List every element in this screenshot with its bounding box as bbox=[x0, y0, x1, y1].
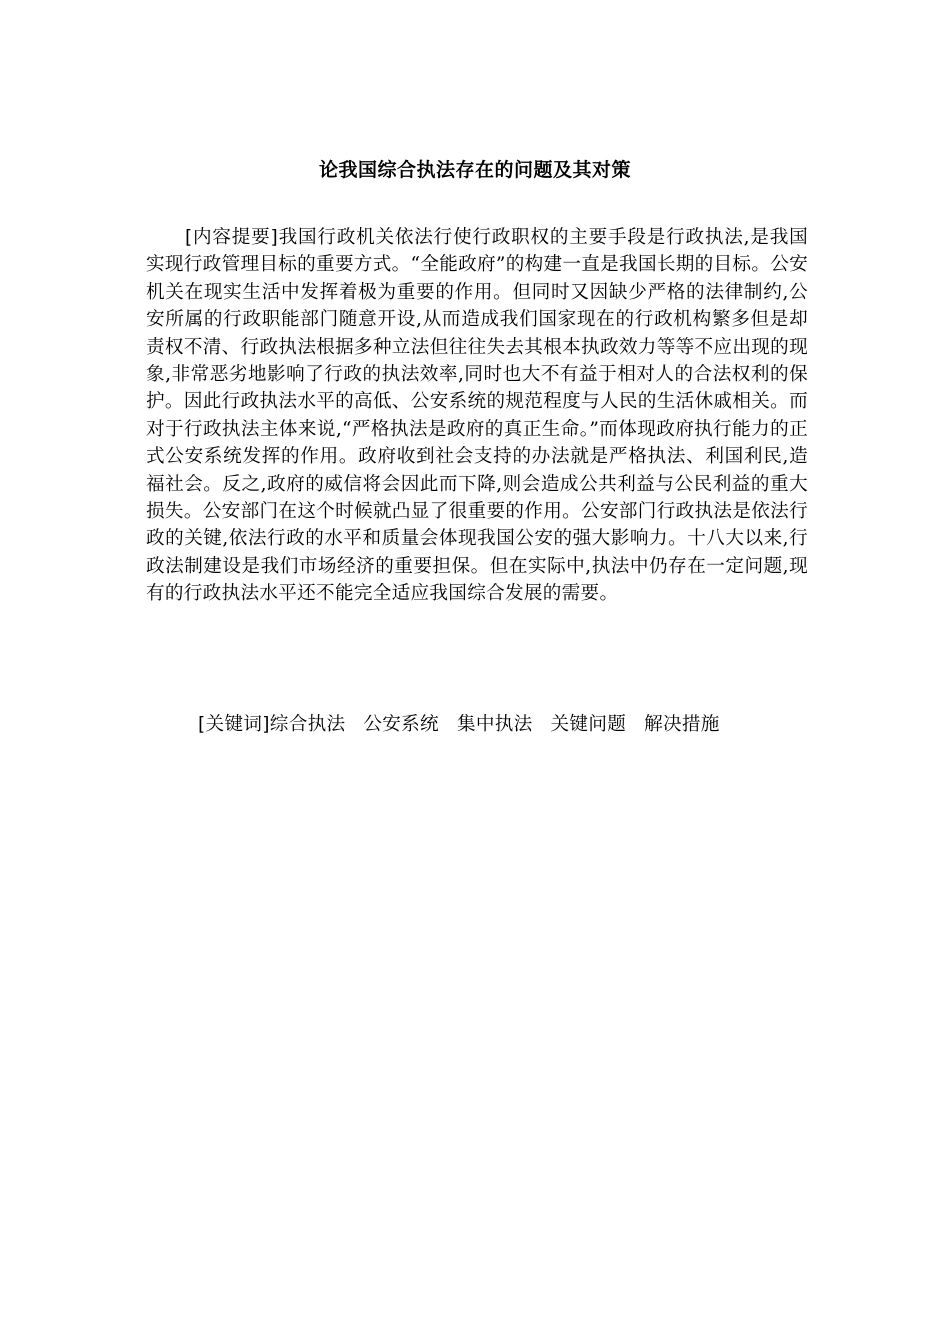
abstract-paragraph bbox=[146, 224, 808, 608]
keyword-item: 关键问题 bbox=[550, 714, 627, 735]
keywords-paragraph bbox=[146, 711, 808, 738]
keyword-item: 公安系统 bbox=[363, 714, 439, 735]
abstract-label: [内容提要] bbox=[185, 227, 279, 248]
keywords-label: [关键词] bbox=[198, 714, 270, 735]
document-title: 论我国综合执法存在的问题及其对策 bbox=[318, 159, 631, 181]
keyword-item: 集中执法 bbox=[456, 714, 533, 735]
abstract-text: 我国行政机关依法行使行政职权的主要手段是行政执法,是我国实现行政管理目标的重要方式。“全能政府”的构建一直是我国长期的目标。公安机关在现实生活中发挥着极为重要的作用。但同时又因缺少严格的法律制约,公安所属的行政职能部门随意开设,从而造成我们国家现在的行政机构繁多但是却责权不清、行政执法根据多种立法但往往失去其根本执政效力等等不应出现的现象,非常恶劣地影响了行政的执法效率,同时也大不有益于相对人的合法权利的保护。因此行政执法水平的高低、公安系统的规范程度与人民的生活休戚相关。而对于行政执法主体来说,“严格执法是政府的真正生命。”而体现政府执行能力的正式公安系统发挥的作用。政府收到社会支持的办法就是严格执法、利国利民,造福社会。反之,政府的威信将会因此而下降,则会造成公共利益与公民利益的重大损失。公安部门在这个时候就凸显了很重要的作用。公安部门行政执法是依法行政的关键,依法行政的水平和质量会体现我国公安的强大影响力。十八大以来,行政法制建设是我们市场经济的重要担保。但在实际中,执法中仍存在一定问题,现有的行政执法水平还不能完全适应我国综合发展的需要。 bbox=[146, 227, 809, 605]
keyword-item: 解决措施 bbox=[644, 714, 720, 735]
keyword-item: 综合执法 bbox=[269, 714, 346, 735]
